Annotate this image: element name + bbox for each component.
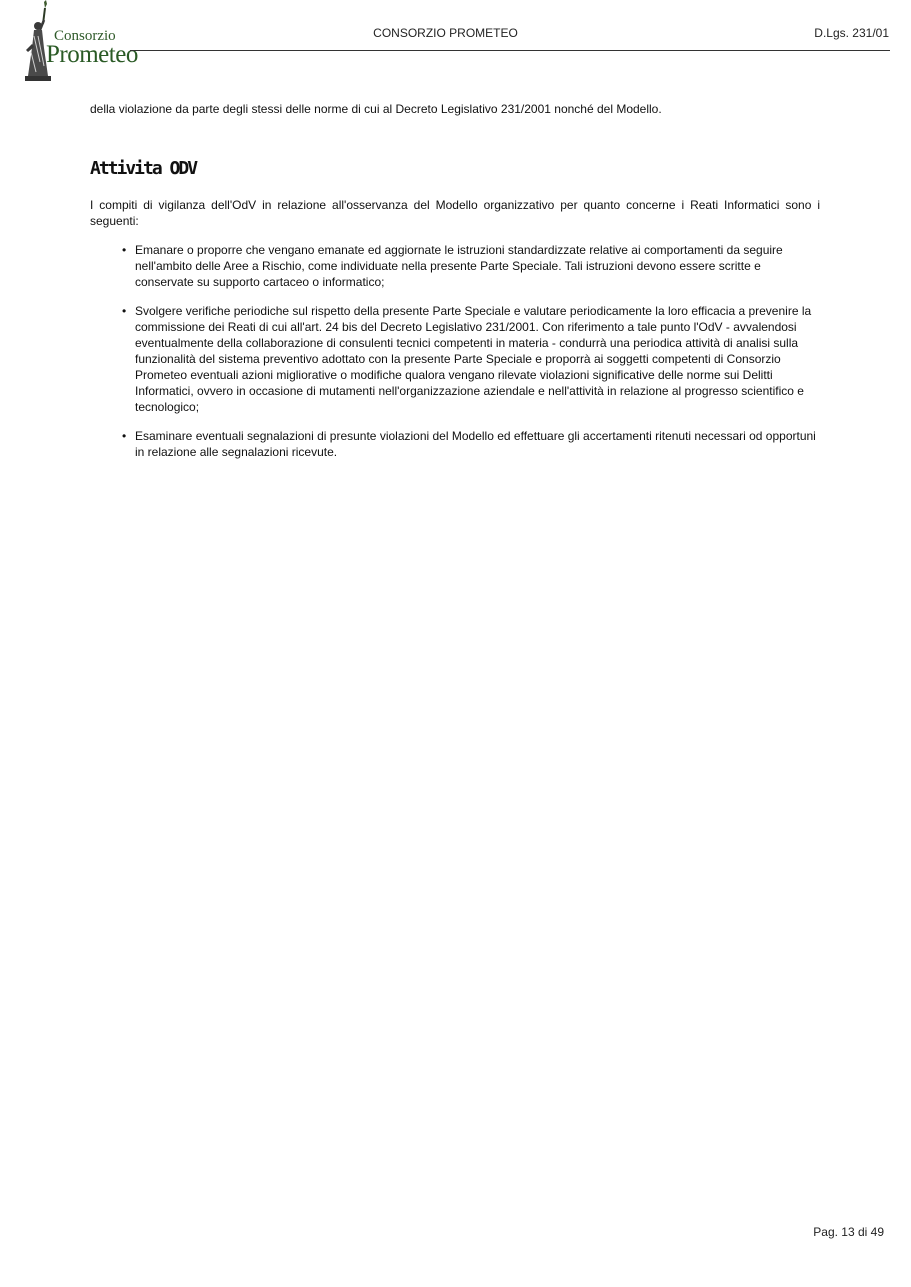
list-item [122, 303, 820, 415]
list-item [122, 242, 820, 290]
list-item-text: Esaminare eventuali segnalazioni di presunte violazioni del Modello ed effettuare gli accertamenti ritenuti necessari od opportuni in relazione alle segnalazioni ricevute. [135, 429, 816, 459]
header-title: CONSORZIO PROMETEO [373, 26, 518, 40]
bullet-icon: • [122, 429, 127, 443]
logo-text-consorzio: Consorzio [54, 28, 116, 44]
bullet-icon: • [122, 243, 127, 257]
section-heading: Attivita ODV [90, 158, 197, 179]
intro-paragraph: I compiti di vigilanza dell'OdV in relazione all'osservanza del Modello organizzativo per quanto concerne i Reati Informatici sono i seguenti: [90, 198, 820, 228]
header-law-reference: D.Lgs. 231/01 [814, 26, 889, 40]
continuation-text: della violazione da parte degli stessi delle norme di cui al Decreto Legislativo 231/2001 nonché del Modello. [90, 102, 662, 116]
page-number: Pag. 13 di 49 [813, 1225, 884, 1239]
page-content [90, 101, 820, 473]
consorzio-prometeo-logo [18, 0, 138, 85]
list-item-text: Svolgere verifiche periodiche sul rispetto della presente Parte Speciale e valutare periodicamente la loro efficacia a prevenire la commissione dei Reati di cui all'art. 24 bis del Decreto Legislativo 231/2001. Con riferimento a tale punto l'OdV - avvalendosi eventualmente della collaborazione di consulenti tecnici competenti in materia - condurrà una periodica attività di analisi sulla funzionalità del sistema preventivo adottato con la presente Parte Speciale e proporrà ai soggetti competenti di Consorzio Prometeo eventuali azioni migliorative o modifiche qualora vengano rilevate violazioni significative delle norme sui Delitti Informatici, ovvero in occasione di mutamenti nell'organizzazione aziendale e nell'attività in relazione al progresso scientifico e tecnologico; [135, 304, 812, 414]
list-item-text: Emanare o proporre che vengano emanate ed aggiornate le istruzioni standardizzate relative ai comportamenti da seguire nell'ambito delle Aree a Rischio, come individuate nella presente Parte Speciale. Tali istruzioni devono essere scritte e conservate su supporto cartaceo o informatico; [135, 243, 783, 289]
page-header [0, 0, 911, 90]
bullet-icon: • [122, 304, 127, 318]
duties-list [90, 242, 820, 460]
header-divider [130, 50, 890, 51]
list-item [122, 428, 820, 460]
logo-text-prometeo: Prometeo [46, 41, 138, 68]
